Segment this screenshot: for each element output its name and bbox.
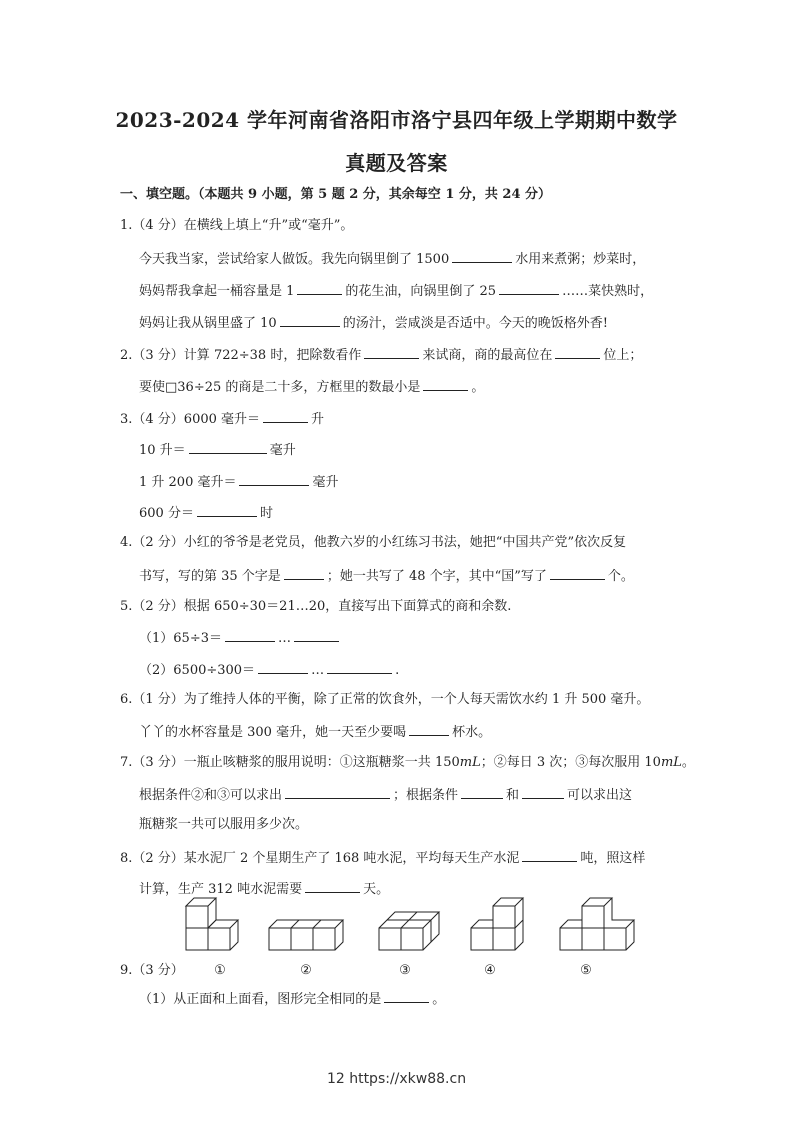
q7-blank-1[interactable] bbox=[285, 785, 390, 799]
q9-sub1: （1）从正面和上面看，图形完全相同的是 。 bbox=[139, 989, 445, 1009]
figure-label-5: ⑤ bbox=[580, 963, 592, 978]
q3-line1: 3.（4 分）6000 毫升＝ 升 bbox=[120, 409, 324, 429]
q1-line3: 妈妈让我从锅里盛了 10 的汤汁，尝咸淡是否适中。今天的晚饭格外香! bbox=[139, 313, 608, 333]
q4-blank-1[interactable] bbox=[284, 566, 324, 580]
q2-line2: 要使□36÷25 的商是二十多，方框里的数最小是 。 bbox=[139, 377, 484, 397]
q7-line2: 根据条件②和③可以求出 ；根据条件 和 可以求出这 bbox=[139, 785, 632, 805]
figure-label-3: ③ bbox=[399, 963, 411, 978]
q8-blank-2[interactable] bbox=[305, 879, 360, 893]
q9-stem: 9.（3 分） bbox=[120, 963, 184, 978]
q1-blank-1[interactable] bbox=[452, 249, 512, 263]
q5-blank-3[interactable] bbox=[258, 660, 308, 674]
q1-blank-2[interactable] bbox=[297, 281, 342, 295]
q5-blank-2[interactable] bbox=[294, 628, 339, 642]
q4-line2: 书写，写的第 35 个字是 ；她一共写了 48 个字，其中“国”写了 个。 bbox=[139, 566, 634, 586]
q5-line3: （2）6500÷300＝ … . bbox=[139, 660, 399, 680]
q7-blank-3[interactable] bbox=[522, 785, 564, 799]
q5-line2: （1）65÷3＝ … bbox=[139, 628, 342, 648]
q2-blank-1[interactable] bbox=[364, 345, 419, 359]
q3-blank-3[interactable] bbox=[239, 472, 309, 486]
q9-blank-1[interactable] bbox=[384, 989, 429, 1003]
figure-label-1: ① bbox=[214, 963, 226, 978]
figure-2 bbox=[269, 920, 343, 950]
q4-blank-2[interactable] bbox=[550, 566, 605, 580]
q3-blank-1[interactable] bbox=[263, 409, 308, 423]
page-footer: 12 https://xkw88.cn bbox=[326, 1071, 467, 1087]
figure-label-4: ④ bbox=[484, 963, 496, 978]
q1-stem: 1.（4 分）在横线上填上“升”或“毫升”。 bbox=[120, 218, 354, 233]
q5-blank-4[interactable] bbox=[327, 660, 392, 674]
q8-line1: 8.（2 分）某水泥厂 2 个星期生产了 168 吨水泥，平均每天生产水泥 吨，照这样 bbox=[120, 848, 645, 868]
figure-3 bbox=[379, 912, 439, 950]
q2-blank-2[interactable] bbox=[555, 345, 600, 359]
q3-line3: 1 升 200 毫升＝ 毫升 bbox=[139, 472, 339, 492]
q6-line2: 丫丫的水杯容量是 300 毫升，她一天至少要喝 杯水。 bbox=[139, 722, 491, 742]
q3-blank-4[interactable] bbox=[197, 503, 257, 517]
q5-line1: 5.（2 分）根据 650÷30＝21…20，直接写出下面算式的商和余数. bbox=[120, 599, 512, 614]
q7-line3: 瓶糖浆一共可以服用多少次。 bbox=[139, 817, 309, 832]
q1-line1: 今天我当家，尝试给家人做饭。我先向锅里倒了 1500 水用来煮粥；炒菜时， bbox=[139, 249, 645, 269]
figure-1 bbox=[186, 898, 238, 950]
q3-line4: 600 分＝ 时 bbox=[139, 503, 273, 523]
document-title-line2: 真题及答案 bbox=[345, 151, 448, 175]
figure-5 bbox=[560, 898, 634, 950]
q7-line1: 7.（3 分）一瓶止咳糖浆的服用说明：①这瓶糖浆一共 150mL；②每日 3 次；③每次服用 10mL。 bbox=[120, 755, 695, 770]
q6-line1: 6.（1 分）为了维持人体的平衡，除了正常的饮食外，一个人每天需饮水约 1 升 500 毫升。 bbox=[120, 692, 650, 707]
q2-line1: 2.（3 分）计算 722÷38 时，把除数看作 来试商，商的最高位在 位上； bbox=[120, 345, 642, 365]
q3-blank-2[interactable] bbox=[189, 440, 267, 454]
q5-blank-1[interactable] bbox=[225, 628, 275, 642]
q8-line2: 计算，生产 312 吨水泥需要 天。 bbox=[139, 879, 389, 899]
q1-blank-3[interactable] bbox=[499, 281, 559, 295]
figure-4 bbox=[471, 898, 523, 950]
q1-blank-4[interactable] bbox=[280, 313, 340, 327]
document-title-line1: 2023-2024 学年河南省洛阳市洛宁县四年级上学期期中数学 bbox=[115, 108, 678, 132]
q4-line1: 4.（2 分）小红的爷爷是老党员，他教六岁的小红练习书法，她把“中国共产党”依次反复 bbox=[120, 535, 627, 550]
figure-label-2: ② bbox=[300, 963, 312, 978]
q1-line2: 妈妈帮我拿起一桶容量是 1 的花生油，向锅里倒了 25 ……菜快熟时， bbox=[139, 281, 653, 301]
q7-blank-2[interactable] bbox=[461, 785, 503, 799]
q6-blank-1[interactable] bbox=[409, 722, 449, 736]
cube-figures bbox=[170, 892, 650, 982]
q3-line2: 10 升＝ 毫升 bbox=[139, 440, 296, 460]
section-heading: 一、填空题。（本题共 9 小题，第 5 题 2 分，其余每空 1 分，共 24 分） bbox=[120, 187, 552, 202]
q2-blank-3[interactable] bbox=[423, 377, 468, 391]
q8-blank-1[interactable] bbox=[522, 848, 577, 862]
